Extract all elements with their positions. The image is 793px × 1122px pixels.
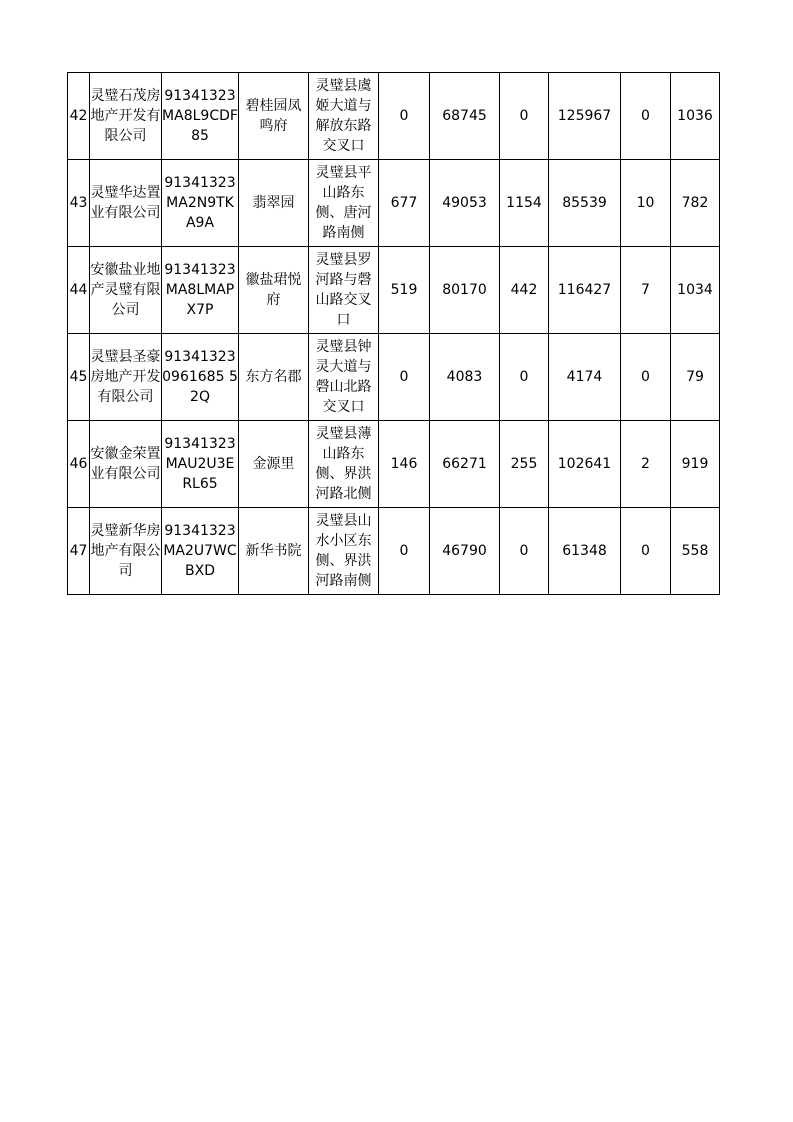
project-name: 徽盐珺悦府 bbox=[239, 247, 309, 334]
value-cell: 146 bbox=[379, 421, 430, 508]
project-name: 新华书院 bbox=[239, 508, 309, 595]
company-name: 灵璧石茂房地产开发有限公司 bbox=[90, 73, 162, 160]
value-cell: 1036 bbox=[671, 73, 720, 160]
value-cell: 0 bbox=[621, 334, 671, 421]
company-name: 灵璧新华房地产有限公司 bbox=[90, 508, 162, 595]
table-row bbox=[68, 73, 720, 160]
project-name: 碧桂园凤鸣府 bbox=[239, 73, 309, 160]
value-cell: 80170 bbox=[430, 247, 500, 334]
project-address: 灵璧县平山路东侧、唐河路南侧 bbox=[309, 160, 379, 247]
value-cell: 919 bbox=[671, 421, 720, 508]
value-cell: 79 bbox=[671, 334, 720, 421]
value-cell: 46790 bbox=[430, 508, 500, 595]
credit-code: 91341323MA2N9TKA9A bbox=[162, 160, 239, 247]
project-name: 翡翠园 bbox=[239, 160, 309, 247]
value-cell: 558 bbox=[671, 508, 720, 595]
project-address: 灵璧县钟灵大道与磬山北路交叉口 bbox=[309, 334, 379, 421]
company-name: 灵璧华达置业有限公司 bbox=[90, 160, 162, 247]
project-address: 灵璧县虞姬大道与解放东路交叉口 bbox=[309, 73, 379, 160]
value-cell: 2 bbox=[621, 421, 671, 508]
value-cell: 0 bbox=[621, 73, 671, 160]
value-cell: 1154 bbox=[500, 160, 549, 247]
value-cell: 102641 bbox=[549, 421, 621, 508]
table-row bbox=[68, 160, 720, 247]
credit-code: 91341323MA8L9CDF85 bbox=[162, 73, 239, 160]
value-cell: 0 bbox=[379, 73, 430, 160]
value-cell: 0 bbox=[500, 73, 549, 160]
project-name: 东方名郡 bbox=[239, 334, 309, 421]
table-row bbox=[68, 421, 720, 508]
value-cell: 1034 bbox=[671, 247, 720, 334]
row-index: 45 bbox=[68, 334, 90, 421]
value-cell: 519 bbox=[379, 247, 430, 334]
project-address: 灵璧县山水小区东侧、界洪河路南侧 bbox=[309, 508, 379, 595]
value-cell: 255 bbox=[500, 421, 549, 508]
value-cell: 782 bbox=[671, 160, 720, 247]
value-cell: 677 bbox=[379, 160, 430, 247]
row-index: 46 bbox=[68, 421, 90, 508]
project-name: 金源里 bbox=[239, 421, 309, 508]
company-name: 灵璧县圣豪房地产开发有限公司 bbox=[90, 334, 162, 421]
value-cell: 0 bbox=[500, 508, 549, 595]
value-cell: 0 bbox=[379, 334, 430, 421]
credit-code: 913413230961685 52Q bbox=[162, 334, 239, 421]
row-index: 47 bbox=[68, 508, 90, 595]
row-index: 43 bbox=[68, 160, 90, 247]
value-cell: 10 bbox=[621, 160, 671, 247]
value-cell: 0 bbox=[621, 508, 671, 595]
value-cell: 442 bbox=[500, 247, 549, 334]
credit-code: 91341323MAU2U3ERL65 bbox=[162, 421, 239, 508]
value-cell: 116427 bbox=[549, 247, 621, 334]
credit-code: 91341323MA2U7WCBXD bbox=[162, 508, 239, 595]
value-cell: 4174 bbox=[549, 334, 621, 421]
credit-code: 91341323MA8LMAPX7P bbox=[162, 247, 239, 334]
table-row bbox=[68, 508, 720, 595]
value-cell: 49053 bbox=[430, 160, 500, 247]
project-address: 灵璧县罗河路与磬山路交叉口 bbox=[309, 247, 379, 334]
value-cell: 125967 bbox=[549, 73, 621, 160]
table-row bbox=[68, 247, 720, 334]
row-index: 42 bbox=[68, 73, 90, 160]
value-cell: 0 bbox=[379, 508, 430, 595]
company-name: 安徽金荣置业有限公司 bbox=[90, 421, 162, 508]
row-index: 44 bbox=[68, 247, 90, 334]
value-cell: 7 bbox=[621, 247, 671, 334]
value-cell: 85539 bbox=[549, 160, 621, 247]
company-name: 安徽盐业地产灵璧有限公司 bbox=[90, 247, 162, 334]
data-table bbox=[67, 72, 720, 595]
value-cell: 4083 bbox=[430, 334, 500, 421]
project-address: 灵璧县薄山路东侧、界洪河路北侧 bbox=[309, 421, 379, 508]
value-cell: 61348 bbox=[549, 508, 621, 595]
value-cell: 0 bbox=[500, 334, 549, 421]
table-row bbox=[68, 334, 720, 421]
value-cell: 68745 bbox=[430, 73, 500, 160]
value-cell: 66271 bbox=[430, 421, 500, 508]
